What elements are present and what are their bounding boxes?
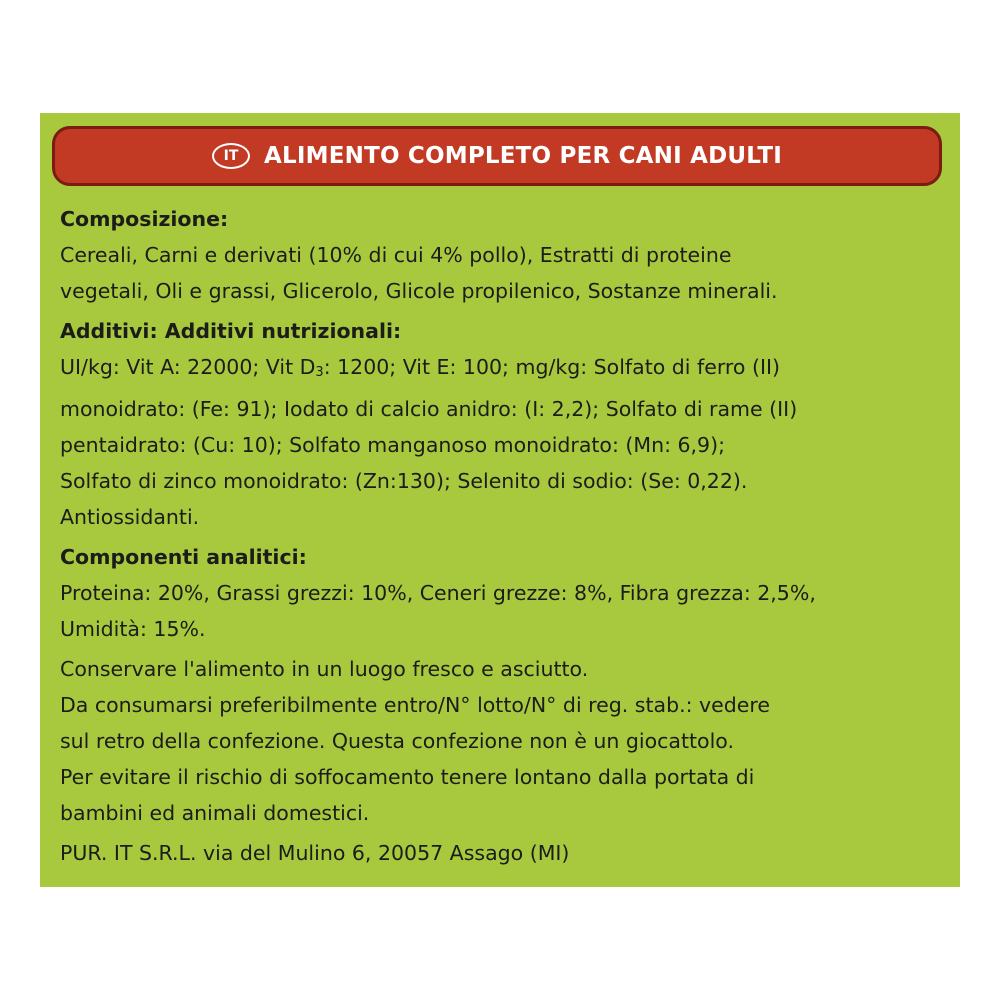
additives-line: pentaidrato: (Cu: 10); Solfato manganoso monoidrato: (Mn: 6,9); [60, 433, 726, 457]
additives-line-part: UI/kg: Vit A: 22000; Vit D [60, 355, 316, 379]
analytical-line: Umidità: 15%. [60, 617, 206, 641]
analytical-heading: Componenti analitici: [60, 545, 307, 569]
company-section [60, 835, 950, 871]
analytical-section [60, 539, 950, 647]
composition-heading: Composizione: [60, 207, 229, 231]
additives-heading: Additivi: Additivi nutrizionali: [60, 319, 402, 343]
additives-line: monoidrato: (Fe: 91); Iodato di calcio anidro: (I: 2,2); Solfato di rame (II) [60, 397, 798, 421]
analytical-line: Proteina: 20%, Grassi grezzi: 10%, Ceneri grezze: 8%, Fibra grezza: 2,5%, [60, 581, 816, 605]
additives-section [60, 313, 950, 535]
title-banner [52, 126, 942, 186]
storage-line: Conservare l'alimento in un luogo fresco e asciutto. [60, 657, 589, 681]
additives-line [60, 349, 950, 391]
composition-section [60, 201, 950, 309]
additives-line-part: : 1200; Vit E: 100; mg/kg: Solfato di ferro (II) [323, 355, 781, 379]
label-body [60, 201, 950, 875]
composition-line: vegetali, Oli e grassi, Glicerolo, Glicole propilenico, Sostanze minerali. [60, 279, 778, 303]
storage-section [60, 651, 950, 831]
company-address: PUR. IT S.R.L. via del Mulino 6, 20057 Assago (MI) [60, 841, 570, 865]
banner-title: ALIMENTO COMPLETO PER CANI ADULTI [264, 143, 782, 169]
additives-line: Antiossidanti. [60, 505, 200, 529]
composition-line: Cereali, Carni e derivati (10% di cui 4% pollo), Estratti di proteine [60, 243, 732, 267]
subscript-three: 3 [315, 365, 324, 380]
language-badge: IT [212, 143, 250, 169]
storage-line: bambini ed animali domestici. [60, 801, 370, 825]
storage-line: Per evitare il rischio di soffocamento tenere lontano dalla portata di [60, 765, 755, 789]
storage-line: Da consumarsi preferibilmente entro/N° lotto/N° di reg. stab.: vedere [60, 693, 770, 717]
additives-line: Solfato di zinco monoidrato: (Zn:130); Selenito di sodio: (Se: 0,22). [60, 469, 748, 493]
storage-line: sul retro della confezione. Questa confezione non è un giocattolo. [60, 729, 734, 753]
label-panel [40, 113, 960, 887]
